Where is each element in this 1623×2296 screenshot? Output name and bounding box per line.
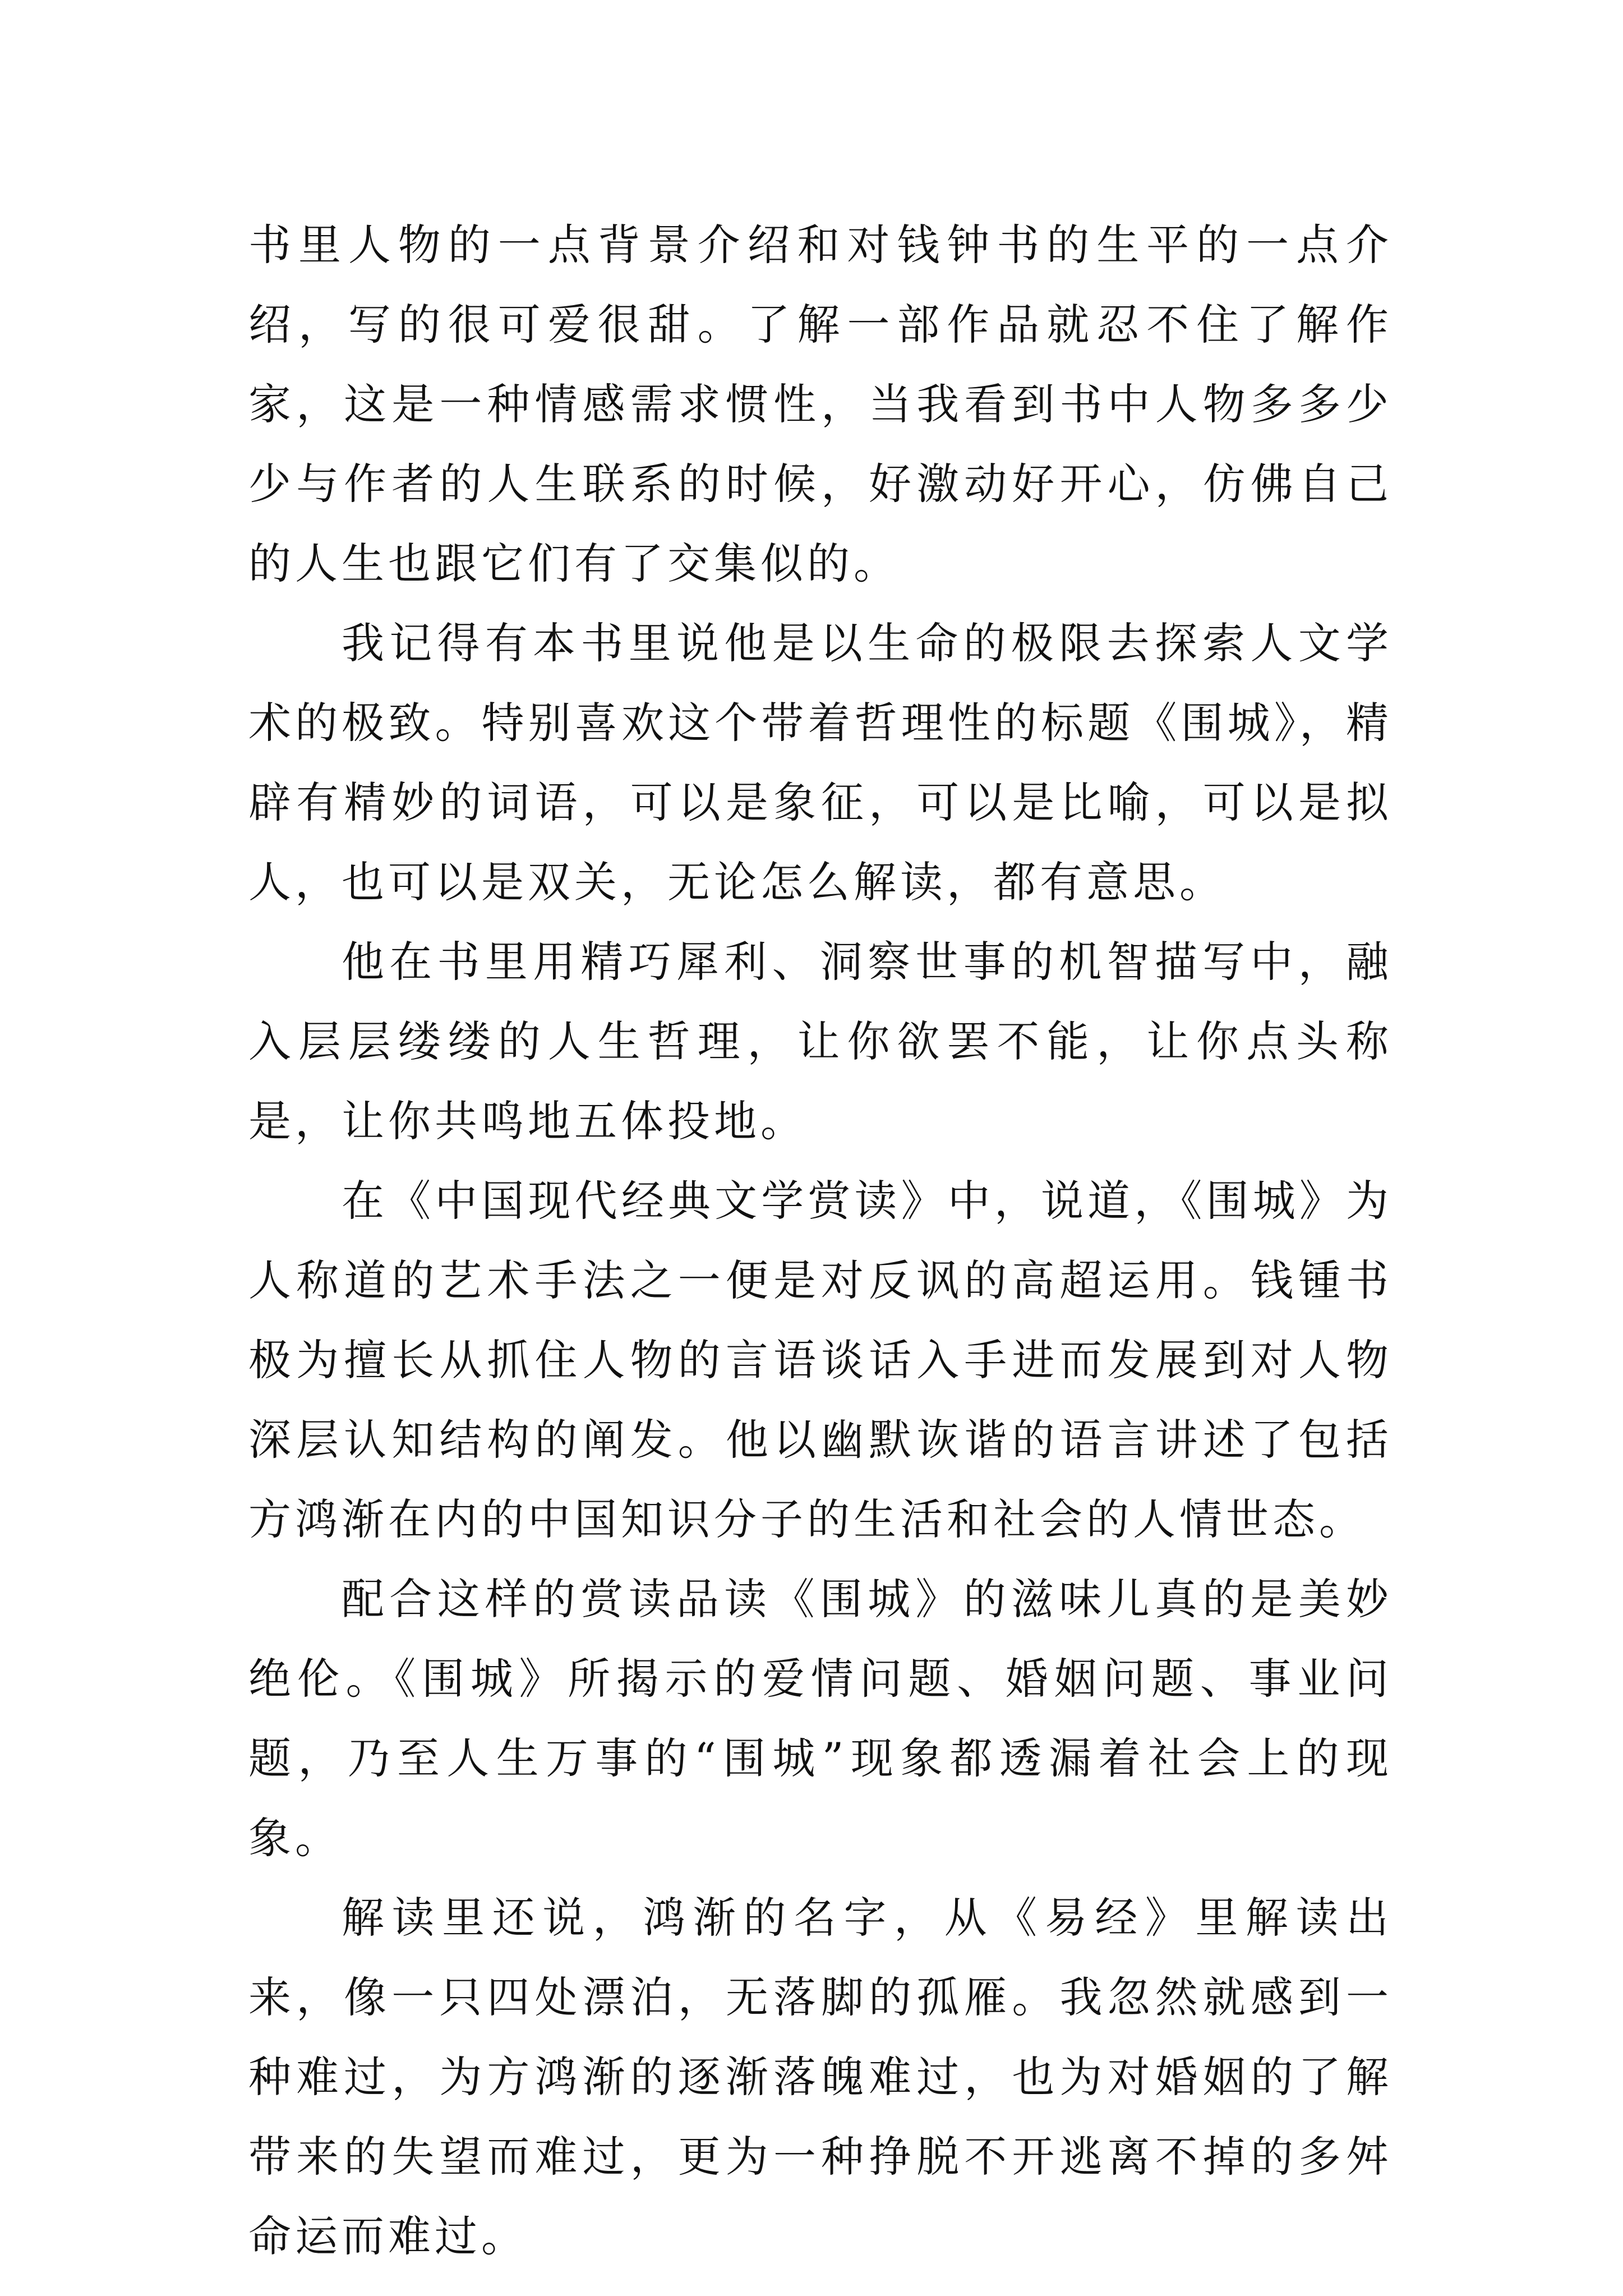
paragraph-3: 他在书里用精巧犀利、洞察世事的机智描写中，融入层层缕缕的人生哲理，让你欲罢不能，让你点头称是，让你共鸣地五体投地。: [248, 937, 1393, 1146]
document-body: [248, 205, 1393, 2276]
paragraph-1: 书里人物的一点背景介绍和对钱钟书的生平的一点介绍，写的很可爱很甜。了解一部作品就忍不住了解作家，这是一种情感需求惯性，当我看到书中人物多多少少与作者的人生联系的时候，好激动好开心，仿佛自己的人生也跟它们有了交集似的。: [248, 220, 1393, 588]
paragraph-6: 解读里还说，鸿渐的名字，从《易经》里解读出来，像一只四处漂泊，无落脚的孤雁。我忽然就感到一种难过，为方鸿渐的逐渐落魄难过，也为对婚姻的了解带来的失望而难过，更为一种挣脱不开逃离不掉的多舛命运而难过。: [248, 1893, 1393, 2261]
paragraph-2: 我记得有本书里说他是以生命的极限去探索人文学术的极致。特别喜欢这个带着哲理性的标题《围城》，精辟有精妙的词语，可以是象征，可以是比喻，可以是拟人，也可以是双关，无论怎么解读，都有意思。: [248, 618, 1393, 907]
paragraph-5: 配合这样的赏读品读《围城》的滋味儿真的是美妙绝伦。《围城》所揭示的爱情问题、婚姻问题、事业问题，乃至人生万事的“围城”现象都透漏着社会上的现象。: [248, 1574, 1393, 1863]
paragraph-4: 在《中国现代经典文学赏读》中，说道，《围城》为人称道的艺术手法之一便是对反讽的高超运用。钱锺书极为擅长从抓住人物的言语谈话入手进而发展到对人物深层认知结构的阐发。他以幽默诙谐的语言讲述了包括方鸿渐在内的中国知识分子的生活和社会的人情世态。: [248, 1176, 1393, 1544]
